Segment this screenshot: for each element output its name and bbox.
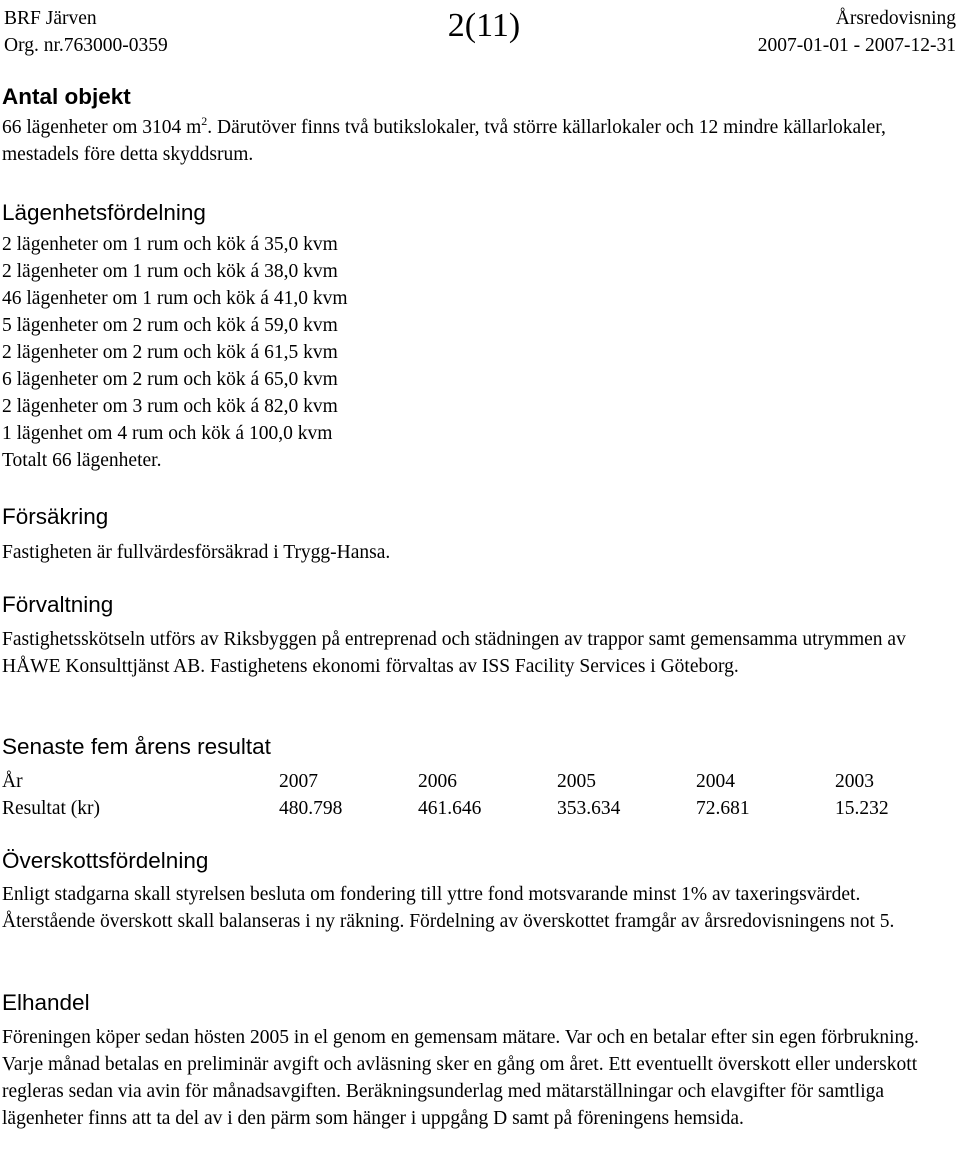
association-name: BRF Järven xyxy=(4,8,97,29)
table-cell: 2005 xyxy=(557,771,596,792)
table-cell: 353.634 xyxy=(557,798,621,819)
section-heading: Senaste fem årens resultat xyxy=(2,734,271,759)
page-number: 2(11) xyxy=(447,7,521,44)
text-part: 66 lägenheter om 3104 m xyxy=(2,117,202,138)
section-heading: Antal objekt xyxy=(2,84,131,109)
section-heading: Elhandel xyxy=(2,990,90,1015)
header-right xyxy=(758,5,956,59)
list-total: Totalt 66 lägenheter. xyxy=(2,450,162,471)
table-row xyxy=(2,795,935,822)
list-item: 2 lägenheter om 3 rum och kök á 82,0 kvm xyxy=(2,396,338,417)
text-part: . Därutöver finns två butikslokaler, två större källarlokaler och 12 mindre källarlokaler, mestadels före detta skyddsrum. xyxy=(2,117,886,165)
table-row xyxy=(2,768,935,795)
section-forsakring xyxy=(2,502,958,566)
table-cell: 2007 xyxy=(279,771,318,792)
org-number: Org. nr.763000-0359 xyxy=(4,35,168,56)
section-text: Föreningen köper sedan hösten 2005 in el genom en gemensam mätare. Var och en betalar efter sin egen förbrukning. Varje månad betalas en preliminär avgift och avläsning sker en gång om året. Ett eventuellt överskott eller underskott regleras sedan via avin för månadsavgiften. Beräkningsunderlag med mätarställningar och elavgifter för samtliga lägenheter finns att ta del av i den pärm som hänger i uppgång D samt på föreningens hemsida. xyxy=(2,1027,919,1129)
section-heading: Lägenhetsfördelning xyxy=(2,200,206,225)
superscript: 2 xyxy=(201,114,208,128)
table-cell: 2006 xyxy=(418,771,457,792)
section-heading: Överskottsfördelning xyxy=(2,848,209,873)
table-cell: 72.681 xyxy=(696,798,750,819)
section-elhandel xyxy=(2,988,958,1132)
page-header xyxy=(0,0,960,62)
list-item: 2 lägenheter om 1 rum och kök á 35,0 kvm xyxy=(2,234,338,255)
section-heading: Förvaltning xyxy=(2,592,114,617)
table-cell: 2004 xyxy=(696,771,735,792)
table-cell: 2003 xyxy=(835,771,874,792)
table-cell: 461.646 xyxy=(418,798,482,819)
apartment-list xyxy=(2,231,958,474)
list-item: 2 lägenheter om 2 rum och kök á 61,5 kvm xyxy=(2,342,338,363)
section-senaste-fem-arens-resultat xyxy=(2,732,958,822)
section-text xyxy=(2,114,958,168)
section-text: Enligt stadgarna skall styrelsen besluta om fondering till yttre fond motsvarande minst 1% av taxeringsvärdet. Återstående överskott skall balanseras i ny räkning. Fördelning av överskottet framgår av årsredovisningens not 5. xyxy=(2,884,895,932)
section-heading: Försäkring xyxy=(2,504,109,529)
section-antal-objekt xyxy=(2,82,958,168)
list-item: 2 lägenheter om 1 rum och kök á 38,0 kvm xyxy=(2,261,338,282)
table-cell: 480.798 xyxy=(279,798,343,819)
section-overskottsfordelning xyxy=(2,846,958,935)
list-item: 5 lägenheter om 2 rum och kök á 59,0 kvm xyxy=(2,315,338,336)
section-text: Fastigheten är fullvärdesförsäkrad i Trygg-Hansa. xyxy=(2,542,391,563)
list-item: 46 lägenheter om 1 rum och kök á 41,0 kvm xyxy=(2,288,348,309)
table-cell: 15.232 xyxy=(835,798,889,819)
list-item: 1 lägenhet om 4 rum och kök á 100,0 kvm xyxy=(2,423,333,444)
section-text: Fastighetsskötseln utförs av Riksbyggen på entreprenad och städningen av trappor samt gemensamma utrymmen av HÅWE Konsulttjänst AB. Fastighetens ekonomi förvaltas av ISS Facility Services i Göteborg. xyxy=(2,629,906,677)
list-item: 6 lägenheter om 2 rum och kök á 65,0 kvm xyxy=(2,369,338,390)
results-table xyxy=(2,768,935,822)
table-cell: År xyxy=(2,771,23,792)
section-lagenhetsfordelning xyxy=(2,198,958,474)
section-forvaltning xyxy=(2,590,958,680)
fiscal-period: 2007-01-01 - 2007-12-31 xyxy=(757,35,956,56)
document-type: Årsredovisning xyxy=(835,8,956,29)
table-cell: Resultat (kr) xyxy=(2,798,101,819)
